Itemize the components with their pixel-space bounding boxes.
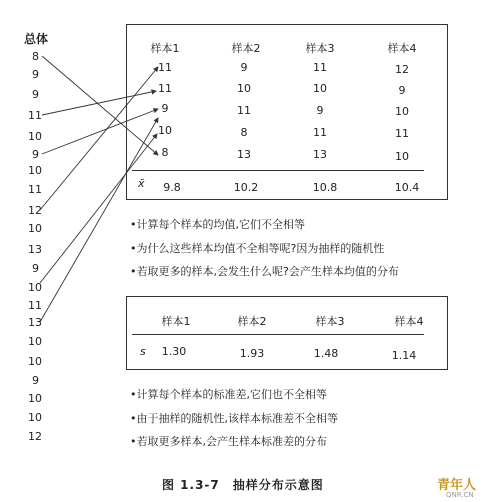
sample-cell: 11 [158, 61, 172, 74]
sample-cell: 9 [161, 102, 169, 115]
std-bullet: •由于抽样的随机性,该样本标准差不全相等 [130, 412, 338, 425]
sample-cell: 10 [395, 150, 409, 163]
sample-cell: 13 [237, 148, 251, 161]
sample-cell: 12 [395, 63, 409, 76]
sample-header: 样本2 [231, 42, 261, 55]
std-value: 1.93 [239, 347, 265, 360]
std-header: 样本4 [394, 315, 424, 328]
population-value: 10 [28, 164, 42, 177]
population-value: 11 [28, 183, 42, 196]
population-value: 9 [32, 374, 39, 387]
population-value: 9 [32, 68, 39, 81]
population-value: 10 [28, 130, 42, 143]
population-value: 8 [32, 50, 39, 63]
sample-cell: 11 [237, 104, 251, 117]
std-value: 1.48 [313, 347, 339, 360]
sample-cell: 13 [313, 148, 327, 161]
population-value: 13 [28, 243, 42, 256]
mean-label: x̄ [138, 177, 145, 190]
population-value: 10 [28, 222, 42, 235]
sample-header: 样本3 [305, 42, 335, 55]
sample-cell: 11 [313, 126, 327, 139]
population-value: 12 [28, 430, 42, 443]
sample-cell: 9 [398, 84, 406, 97]
sample-cell: 10 [158, 124, 172, 137]
mean-value: 10.8 [312, 181, 338, 194]
mean-value: 10.4 [394, 181, 420, 194]
mean-divider [132, 170, 424, 171]
population-value: 10 [28, 392, 42, 405]
mean-bullet: •计算每个样本的均值,它们不全相等 [130, 218, 305, 231]
std-value: 1.14 [391, 349, 417, 362]
sample-cell: 9 [316, 104, 324, 117]
sample-cell: 9 [240, 61, 248, 74]
population-title: 总体 [24, 32, 49, 46]
std-label: s [140, 345, 146, 358]
population-value: 10 [28, 355, 42, 368]
std-divider [132, 334, 424, 335]
sample-cell: 10 [313, 82, 327, 95]
std-bullet: •计算每个样本的标准差,它们也不全相等 [130, 388, 327, 401]
sample-cell: 11 [158, 82, 172, 95]
std-bullet: •若取更多样本,会产生样本标准差的分布 [130, 435, 327, 448]
population-value: 11 [28, 109, 42, 122]
figure-caption: 图 1.3-7 抽样分布示意图 [162, 478, 324, 492]
sample-cell: 8 [240, 126, 248, 139]
population-value: 9 [32, 262, 39, 275]
population-value: 13 [28, 316, 42, 329]
population-value: 10 [28, 335, 42, 348]
watermark-site: QNR.CN [446, 491, 474, 499]
sample-header: 样本4 [387, 42, 417, 55]
sample-cell: 11 [313, 61, 327, 74]
population-value: 12 [28, 204, 42, 217]
std-header: 样本2 [237, 315, 267, 328]
sample-cell: 8 [161, 146, 169, 159]
sample-header: 样本1 [150, 42, 180, 55]
population-value: 11 [28, 299, 42, 312]
population-value: 10 [28, 281, 42, 294]
mean-value: 9.8 [163, 181, 181, 194]
mean-value: 10.2 [233, 181, 259, 194]
sample-cell: 10 [237, 82, 251, 95]
std-header: 样本1 [161, 315, 191, 328]
sample-cell: 10 [395, 105, 409, 118]
std-value: 1.30 [161, 345, 187, 358]
population-value: 9 [32, 148, 39, 161]
mean-bullet: •若取更多的样本,会发生什么呢?会产生样本均值的分布 [130, 265, 399, 278]
population-value: 9 [32, 88, 39, 101]
sample-cell: 11 [395, 127, 409, 140]
mean-bullet: •为什么这些样本均值不全相等呢?因为抽样的随机性 [130, 242, 385, 255]
population-value: 10 [28, 411, 42, 424]
watermark-logo: 青年人 [437, 478, 477, 493]
std-header: 样本3 [315, 315, 345, 328]
